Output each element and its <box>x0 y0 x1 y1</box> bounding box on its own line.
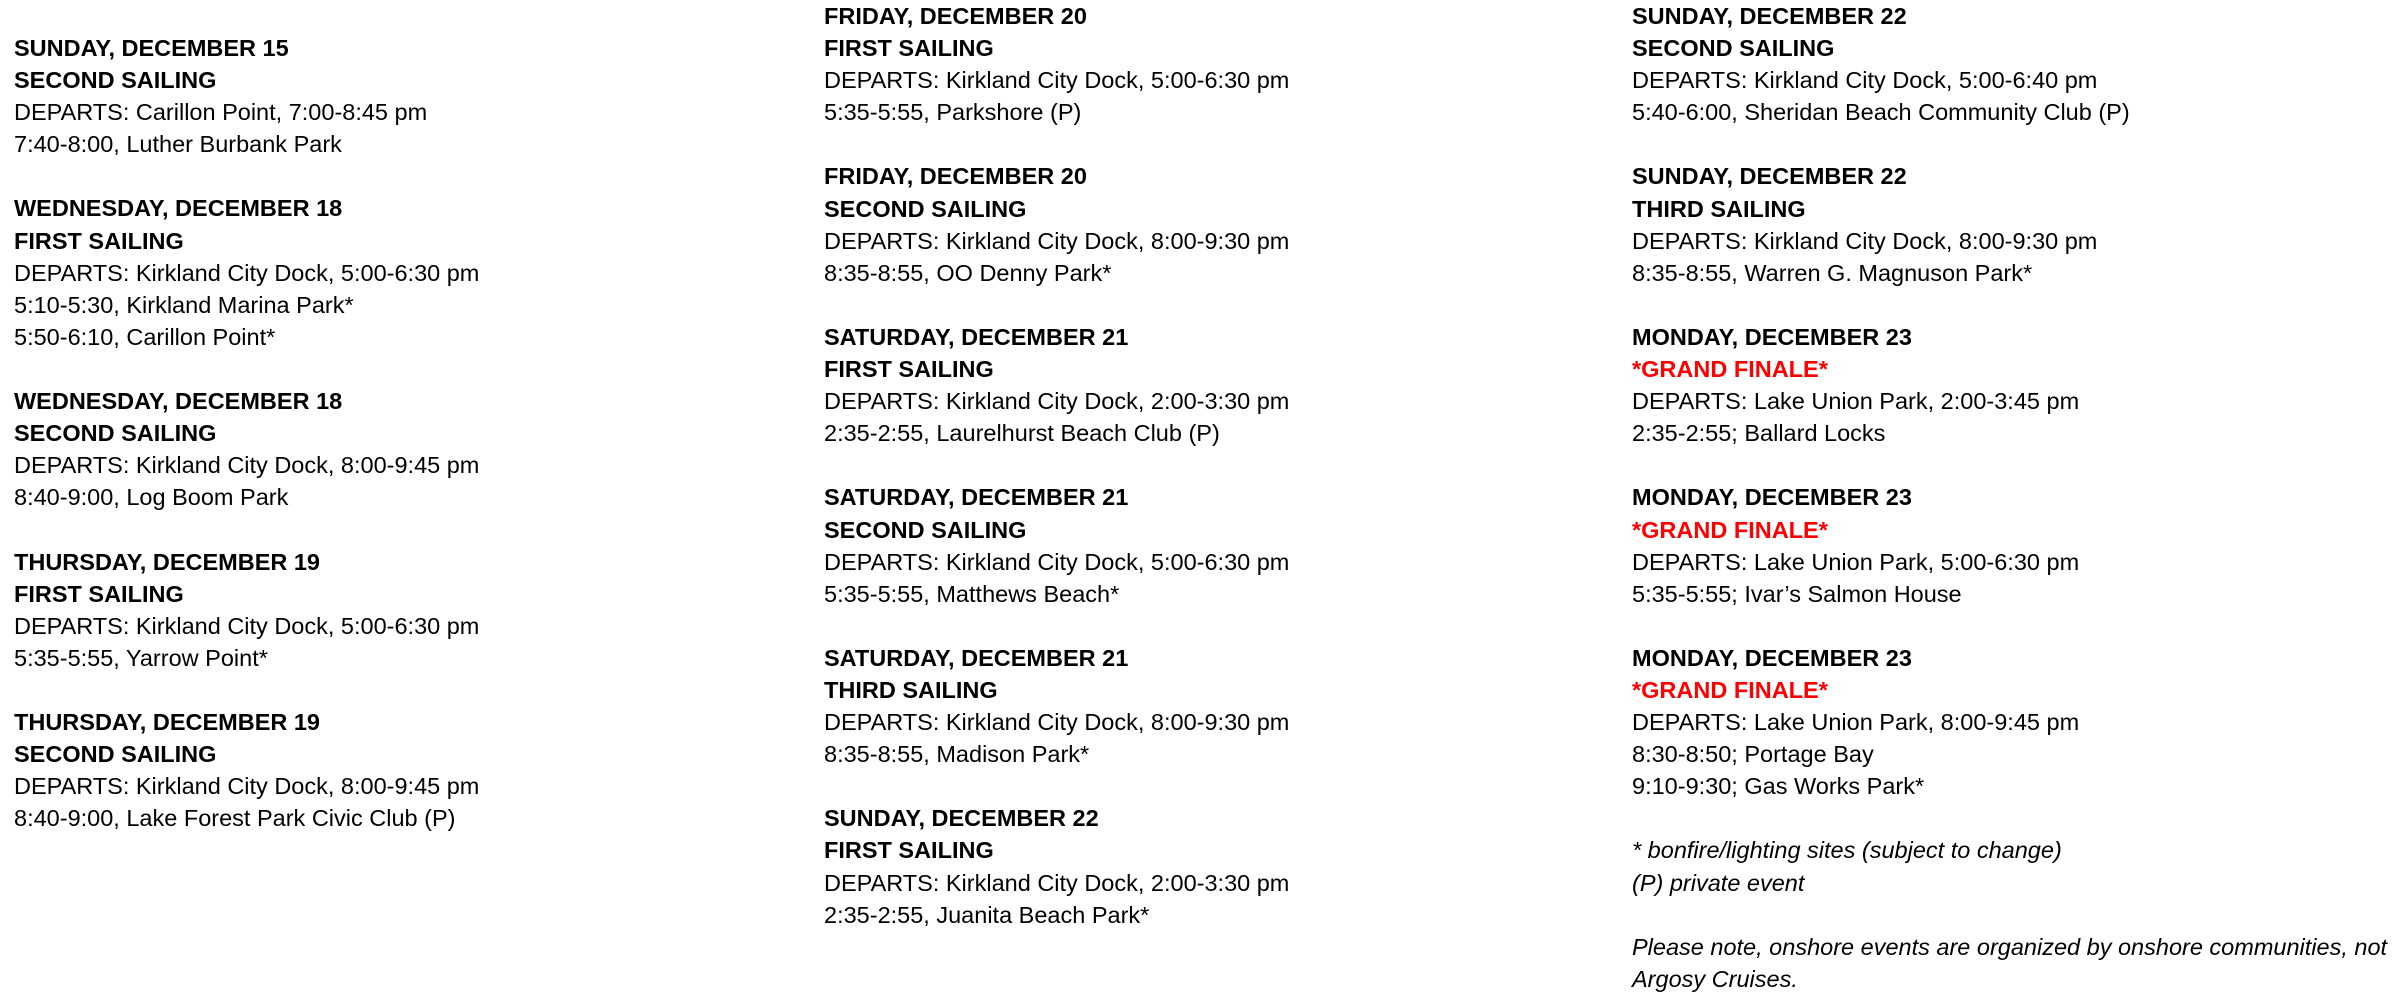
entry-sailing: SECOND SAILING <box>14 741 217 768</box>
entry-stop: 8:35-8:55, OO Denny Park* <box>824 259 1112 286</box>
entry-sailing: FIRST SAILING <box>824 356 994 383</box>
entry-date: WEDNESDAY, DECEMBER 18 <box>14 388 343 415</box>
legend-private-note: (P) private event <box>1632 869 1805 896</box>
entry-stop: 8:35-8:55, Warren G. Magnuson Park* <box>1632 259 2033 286</box>
schedule-entry <box>14 32 814 160</box>
entry-departure: DEPARTS: Kirkland City Dock, 8:00-9:30 pm <box>1632 227 2098 254</box>
entry-sailing: SECOND SAILING <box>824 195 1027 222</box>
entry-departure: DEPARTS: Kirkland City Dock, 5:00-6:30 pm <box>824 67 1290 94</box>
entry-date: SATURDAY, DECEMBER 21 <box>824 323 1129 350</box>
entry-departure: DEPARTS: Kirkland City Dock, 8:00-9:30 pm <box>824 709 1290 736</box>
entry-stop: 2:35-2:55, Laurelhurst Beach Club (P) <box>824 420 1220 447</box>
entry-date: SATURDAY, DECEMBER 21 <box>824 644 1129 671</box>
entry-sailing: THIRD SAILING <box>1632 195 1806 222</box>
grand-finale-label: *GRAND FINALE* <box>1632 356 1828 383</box>
entry-date: FRIDAY, DECEMBER 20 <box>824 3 1087 29</box>
entry-sailing: THIRD SAILING <box>824 676 998 703</box>
entry-departure: DEPARTS: Lake Union Park, 5:00-6:30 pm <box>1632 548 2080 575</box>
entry-stop: 5:10-5:30, Kirkland Marina Park* <box>14 291 354 318</box>
schedule-column-3 <box>1632 0 2402 995</box>
entry-date: MONDAY, DECEMBER 23 <box>1632 484 1912 511</box>
entry-stop: 5:40-6:00, Sheridan Beach Community Club (P) <box>1632 99 2130 126</box>
schedule-entry <box>1632 0 2402 128</box>
schedule-entry <box>14 546 814 674</box>
grand-finale-label: *GRAND FINALE* <box>1632 516 1828 543</box>
schedule-entry <box>824 802 1624 930</box>
entry-stop: 8:35-8:55, Madison Park* <box>824 741 1090 768</box>
entry-stop: 8:30-8:50; Portage Bay <box>1632 741 1874 768</box>
schedule-entry <box>1632 642 2402 802</box>
entry-date: SUNDAY, DECEMBER 15 <box>14 35 289 61</box>
entry-stop: 2:35-2:55; Ballard Locks <box>1632 420 1886 447</box>
entry-stop: 5:35-5:55, Parkshore (P) <box>824 99 1082 126</box>
entry-stop: 9:10-9:30; Gas Works Park* <box>1632 773 1925 800</box>
entry-departure: DEPARTS: Lake Union Park, 2:00-3:45 pm <box>1632 388 2080 415</box>
entry-departure: DEPARTS: Lake Union Park, 8:00-9:45 pm <box>1632 709 2080 736</box>
entry-date: FRIDAY, DECEMBER 20 <box>824 163 1087 190</box>
entry-stop: 5:35-5:55, Yarrow Point* <box>14 644 268 671</box>
schedule-entry <box>14 706 814 834</box>
entry-date: SATURDAY, DECEMBER 21 <box>824 484 1129 511</box>
entry-sailing: SECOND SAILING <box>14 67 217 94</box>
entry-departure: DEPARTS: Kirkland City Dock, 8:00-9:45 pm <box>14 452 480 479</box>
entry-departure: DEPARTS: Kirkland City Dock, 8:00-9:45 pm <box>14 773 480 800</box>
entry-stop: 8:40-9:00, Lake Forest Park Civic Club (P) <box>14 805 456 832</box>
disclaimer-line: Argosy Cruises. <box>1632 965 1798 992</box>
entry-departure: DEPARTS: Kirkland City Dock, 5:00-6:40 pm <box>1632 67 2098 94</box>
schedule-entry <box>824 642 1624 770</box>
schedule-entry <box>824 481 1624 609</box>
entry-sailing: SECOND SAILING <box>824 516 1027 543</box>
entry-date: THURSDAY, DECEMBER 19 <box>14 708 321 735</box>
entry-stop: 5:50-6:10, Carillon Point* <box>14 323 276 350</box>
entry-sailing: FIRST SAILING <box>14 227 184 254</box>
schedule-entry <box>824 160 1624 288</box>
entry-departure: DEPARTS: Carillon Point, 7:00-8:45 pm <box>14 99 428 126</box>
entry-departure: DEPARTS: Kirkland City Dock, 2:00-3:30 pm <box>824 869 1290 896</box>
entry-date: WEDNESDAY, DECEMBER 18 <box>14 195 343 222</box>
entry-date: MONDAY, DECEMBER 23 <box>1632 323 1912 350</box>
schedule-entry <box>1632 160 2402 288</box>
entry-stop: 8:40-9:00, Log Boom Park <box>14 484 289 511</box>
note-spacer <box>1632 899 2402 931</box>
schedule-entry <box>14 385 814 513</box>
entry-stop: 5:35-5:55; Ivar’s Salmon House <box>1632 580 1962 607</box>
schedule-entry <box>824 0 1624 128</box>
entry-departure: DEPARTS: Kirkland City Dock, 2:00-3:30 pm <box>824 388 1290 415</box>
entry-sailing: SECOND SAILING <box>14 420 217 447</box>
entry-departure: DEPARTS: Kirkland City Dock, 5:00-6:30 pm <box>824 548 1290 575</box>
entry-sailing: FIRST SAILING <box>824 35 994 62</box>
entry-stop: 2:35-2:55, Juanita Beach Park* <box>824 901 1150 928</box>
entry-departure: DEPARTS: Kirkland City Dock, 5:00-6:30 pm <box>14 612 480 639</box>
entry-date: THURSDAY, DECEMBER 19 <box>14 548 321 575</box>
schedule-column-2 <box>824 0 1624 963</box>
schedule-entry <box>1632 481 2402 609</box>
schedule-notes <box>1632 834 2402 994</box>
legend-bonfire-note: * bonfire/lighting sites (subject to change) <box>1632 837 2062 864</box>
entry-date: MONDAY, DECEMBER 23 <box>1632 644 1912 671</box>
entry-departure: DEPARTS: Kirkland City Dock, 5:00-6:30 pm <box>14 259 480 286</box>
entry-sailing: FIRST SAILING <box>824 837 994 864</box>
entry-stop: 7:40-8:00, Luther Burbank Park <box>14 131 342 158</box>
grand-finale-label: *GRAND FINALE* <box>1632 676 1828 703</box>
disclaimer-line: Please note, onshore events are organized by onshore communities, not <box>1632 933 2388 960</box>
entry-date: SUNDAY, DECEMBER 22 <box>1632 3 1907 29</box>
entry-date: SUNDAY, DECEMBER 22 <box>1632 163 1907 190</box>
schedule-column-1 <box>14 32 814 866</box>
entry-sailing: SECOND SAILING <box>1632 35 1835 62</box>
entry-sailing: FIRST SAILING <box>14 580 184 607</box>
schedule-entry <box>1632 321 2402 449</box>
schedule-entry <box>14 192 814 352</box>
entry-departure: DEPARTS: Kirkland City Dock, 8:00-9:30 pm <box>824 227 1290 254</box>
schedule-entry <box>824 321 1624 449</box>
entry-stop: 5:35-5:55, Matthews Beach* <box>824 580 1120 607</box>
entry-date: SUNDAY, DECEMBER 22 <box>824 805 1099 832</box>
